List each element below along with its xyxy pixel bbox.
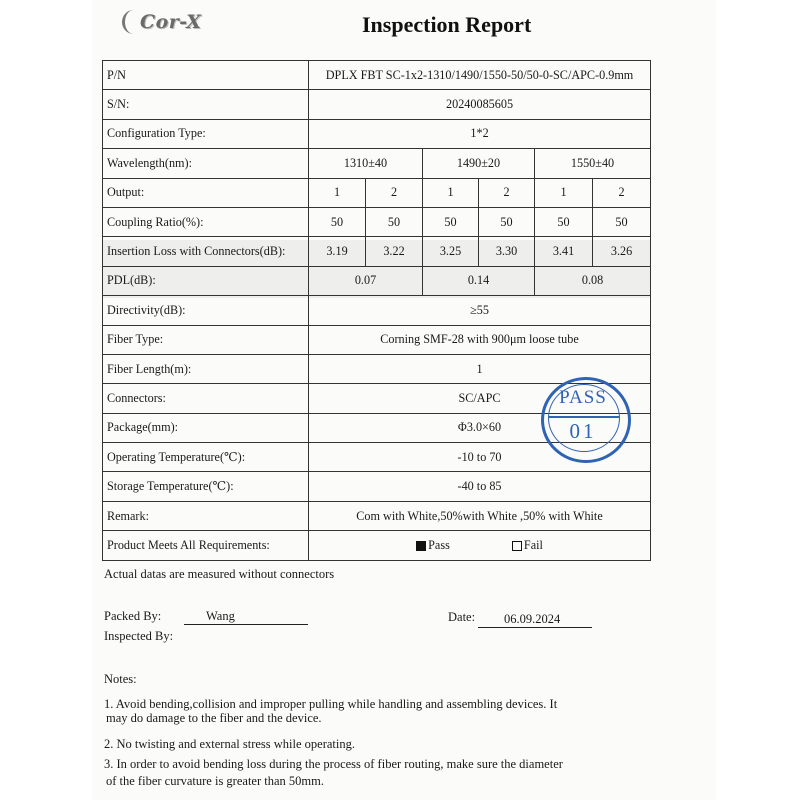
config-label: Configuration Type:: [103, 119, 309, 148]
output-cell: 2: [479, 178, 535, 207]
insertion-cell: 3.22: [366, 237, 423, 266]
sn-label: S/N:: [103, 90, 309, 119]
insertion-cell: 3.26: [593, 237, 651, 266]
directivity-value: ≥55: [309, 296, 651, 325]
wavelength-1550: 1550±40: [535, 149, 651, 178]
insertion-cell: 3.41: [535, 237, 593, 266]
output-label: Output:: [103, 178, 309, 207]
pn-value: DPLX FBT SC-1x2-1310/1490/1550-50/50-0-SC/APC-0.9mm: [309, 61, 651, 90]
pass-stamp: [541, 377, 631, 463]
directivity-label: Directivity(dB):: [103, 296, 309, 325]
pass-checkbox[interactable]: [416, 541, 426, 551]
fiber-length-label: Fiber Length(m):: [103, 354, 309, 383]
note-2: 2. No twisting and external stress while operating.: [104, 737, 355, 751]
notes-title: Notes:: [104, 672, 137, 686]
coupling-cell: 50: [593, 207, 651, 236]
output-cell: 1: [535, 178, 593, 207]
note-3-line-1: 3. In order to avoid bending loss during the process of fiber routing, make sure the diameter: [104, 757, 563, 771]
wavelength-label: Wavelength(nm):: [103, 149, 309, 178]
insertion-cell: 3.25: [423, 237, 479, 266]
package-value: Φ3.0×60: [309, 413, 651, 442]
output-cell: 1: [309, 178, 366, 207]
page-title: Inspection Report: [362, 12, 532, 37]
remark-value: Com with White,50%with White ,50% with White: [309, 501, 651, 530]
table-row: [103, 237, 651, 266]
table-row: [103, 149, 651, 178]
table-row: [103, 207, 651, 236]
table-row: [103, 266, 651, 295]
table-row: [103, 296, 651, 325]
meets-label: Product Meets All Requirements:: [103, 531, 309, 560]
table-row: [103, 61, 651, 90]
note-1-line-2: may do damage to the fiber and the device.: [106, 711, 322, 725]
inspection-table: [102, 60, 651, 561]
config-value: 1*2: [309, 119, 651, 148]
fail-label: Fail: [523, 537, 543, 552]
table-row: [103, 178, 651, 207]
connectors-value: SC/APC: [309, 384, 651, 413]
coupling-cell: 50: [535, 207, 593, 236]
packed-label: Packed By:: [104, 609, 162, 623]
pdl-cell: 0.14: [423, 266, 535, 295]
pass-label: Pass: [428, 537, 450, 552]
fiber-length-value: 1: [309, 354, 651, 383]
fail-checkbox[interactable]: [512, 541, 522, 551]
connectors-label: Connectors:: [103, 384, 309, 413]
logo-text: Cor-X: [140, 11, 202, 33]
insertion-cell: 3.30: [479, 237, 535, 266]
packed-value: Wang: [184, 609, 308, 625]
coupling-cell: 50: [423, 207, 479, 236]
insertion-cell: 3.19: [309, 237, 366, 266]
measured-note: Actual datas are measured without connectors: [104, 567, 335, 581]
coupling-label: Coupling Ratio(%):: [103, 207, 309, 236]
fiber-type-label: Fiber Type:: [103, 325, 309, 354]
date-value: 06.09.2024: [478, 612, 592, 628]
coupling-cell: 50: [366, 207, 423, 236]
date-label: Date:: [448, 610, 476, 624]
company-logo: [128, 8, 238, 38]
package-label: Package(mm):: [103, 413, 309, 442]
coupling-cell: 50: [309, 207, 366, 236]
fiber-type-value: Corning SMF-28 with 900μm loose tube: [309, 325, 651, 354]
output-cell: 2: [366, 178, 423, 207]
st-temp-label: Storage Temperature(℃):: [103, 472, 309, 501]
insertion-label: Insertion Loss with Connectors(dB):: [103, 237, 309, 266]
remark-label: Remark:: [103, 501, 309, 530]
sn-value: 20240085605: [309, 90, 651, 119]
table-row: [103, 325, 651, 354]
stamp-divider: [549, 416, 619, 418]
st-temp-value: -40 to 85: [309, 472, 651, 501]
note-3-line-2: of the fiber curvature is greater than 50mm.: [106, 774, 324, 788]
pn-label: P/N: [103, 61, 309, 90]
note-1-line-1: 1. Avoid bending,collision and improper pulling while handling and assembling devices. It: [104, 697, 558, 711]
table-row: [103, 472, 651, 501]
table-row: [103, 90, 651, 119]
op-temp-value: -10 to 70: [309, 443, 651, 472]
output-cell: 1: [423, 178, 479, 207]
table-row: [103, 531, 651, 560]
table-row: [103, 501, 651, 530]
stamp-top-text: PASS: [559, 387, 607, 408]
pdl-cell: 0.07: [309, 266, 423, 295]
output-cell: 2: [593, 178, 651, 207]
stamp-bottom-text: 01: [569, 419, 597, 443]
wavelength-1310: 1310±40: [309, 149, 423, 178]
coupling-cell: 50: [479, 207, 535, 236]
table-row: [103, 119, 651, 148]
pdl-cell: 0.08: [535, 266, 651, 295]
wavelength-1490: 1490±20: [423, 149, 535, 178]
pdl-label: PDL(dB):: [103, 266, 309, 295]
pass-fail-cell: [309, 531, 651, 560]
inspected-label: Inspected By:: [104, 629, 174, 643]
op-temp-label: Operating Temperature(℃):: [103, 443, 309, 472]
